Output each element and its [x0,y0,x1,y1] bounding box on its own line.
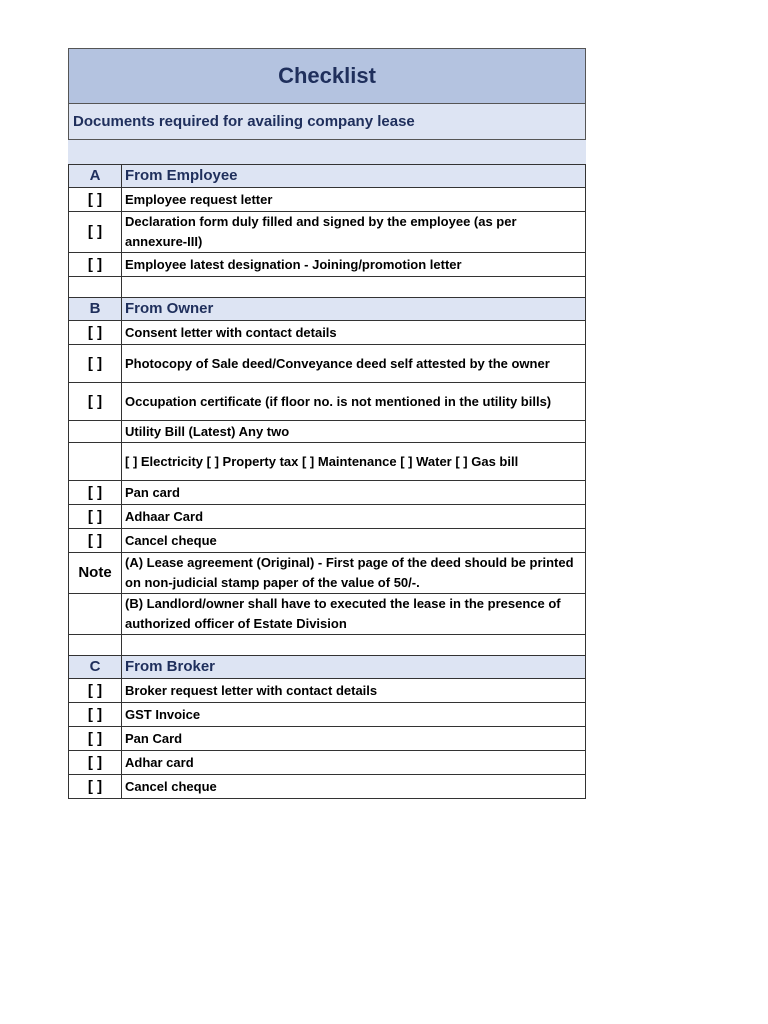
checkbox-mark[interactable]: [ ] [69,345,122,383]
checkbox-mark [69,443,122,481]
section-owner-header [69,298,586,321]
note-text-a: (A) Lease agreement (Original) - First page of the deed should be printed on non-judicial stamp paper of the value of 50/-. [122,553,586,594]
checkbox-mark[interactable]: [ ] [69,383,122,421]
checklist-row [69,383,586,421]
checklist-row [69,421,586,443]
checklist-item-text: Declaration form duly filled and signed by the employee (as per annexure-III) [122,212,586,253]
checklist-item-text: Pan card [122,481,586,505]
checklist-row [69,188,586,212]
blank-cell [69,277,122,298]
checklist-sheet [68,48,586,799]
checklist-row [69,345,586,383]
section-heading: From Employee [122,165,586,188]
checkbox-mark[interactable]: [ ] [69,253,122,277]
checkbox-mark [69,421,122,443]
checklist-row [69,212,586,253]
section-letter: A [69,165,122,188]
note-row [69,594,586,635]
checklist-row [69,751,586,775]
section-broker-header [69,656,586,679]
page-subtitle: Documents required for availing company lease [73,113,415,130]
blank-row [69,277,586,298]
checklist-row [69,505,586,529]
checklist-item-text: Cancel cheque [122,529,586,553]
checklist-row [69,321,586,345]
checklist-row [69,529,586,553]
checklist-row [69,481,586,505]
checkbox-mark[interactable]: [ ] [69,751,122,775]
checklist-item-text: Utility Bill (Latest) Any two [122,421,586,443]
checklist-item-text: GST Invoice [122,703,586,727]
checklist-item-text: Broker request letter with contact details [122,679,586,703]
checklist-item-text: Pan Card [122,727,586,751]
section-heading: From Broker [122,656,586,679]
checkbox-mark[interactable]: [ ] [69,505,122,529]
checkbox-mark[interactable]: [ ] [69,529,122,553]
checklist-item-text: Cancel cheque [122,775,586,799]
checkbox-mark[interactable]: [ ] [69,321,122,345]
checkbox-mark[interactable]: [ ] [69,679,122,703]
title-banner [68,48,586,104]
note-label: Note [69,553,122,594]
blank-cell [69,635,122,656]
section-letter: C [69,656,122,679]
checklist-row [69,727,586,751]
checklist-item-text: Employee latest designation - Joining/promotion letter [122,253,586,277]
section-employee-header [69,165,586,188]
checklist-item-text: Employee request letter [122,188,586,212]
section-letter: B [69,298,122,321]
checklist-row [69,775,586,799]
utility-bill-options[interactable]: [ ] Electricity [ ] Property tax [ ] Maintenance [ ] Water [ ] Gas bill [122,443,586,481]
header-spacer [68,140,586,164]
checklist-row [69,443,586,481]
checklist-item-text: Consent letter with contact details [122,321,586,345]
checkbox-mark[interactable]: [ ] [69,188,122,212]
note-row [69,553,586,594]
checklist-item-text: Adhar card [122,751,586,775]
checkbox-mark[interactable]: [ ] [69,212,122,253]
page-title: Checklist [278,63,376,88]
checkbox-mark[interactable]: [ ] [69,481,122,505]
blank-cell [122,635,586,656]
checklist-item-text: Photocopy of Sale deed/Conveyance deed self attested by the owner [122,345,586,383]
blank-cell [122,277,586,298]
checklist-item-text: Adhaar Card [122,505,586,529]
checklist-row [69,253,586,277]
checkbox-mark[interactable]: [ ] [69,703,122,727]
section-heading: From Owner [122,298,586,321]
blank-row [69,635,586,656]
checklist-row [69,679,586,703]
blank-cell [69,594,122,635]
checkbox-mark[interactable]: [ ] [69,775,122,799]
checklist-item-text: Occupation certificate (if floor no. is not mentioned in the utility bills) [122,383,586,421]
checkbox-mark[interactable]: [ ] [69,727,122,751]
checklist-row [69,703,586,727]
subtitle-banner [68,104,586,140]
note-text-b: (B) Landlord/owner shall have to executed the lease in the presence of authorized officer of Estate Division [122,594,586,635]
checklist-table [68,164,586,799]
